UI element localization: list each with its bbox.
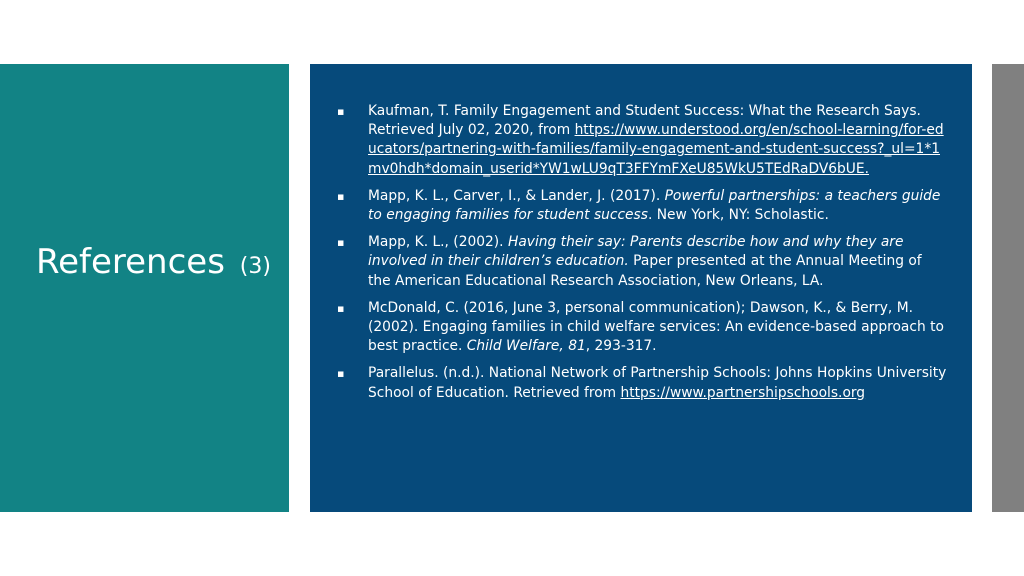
reference-italic: Having their say: Parents describe how and why they are involved in their children’s education. xyxy=(368,234,904,270)
title-number: (3) xyxy=(239,254,271,279)
reference-link[interactable]: https://www.partnershipschools.org xyxy=(620,384,866,401)
reference-text: Parallelus. (n.d.). National Network of Partnership Schools: Johns Hopkins University School of Education. Retrieved from xyxy=(368,365,947,401)
references-list xyxy=(337,102,947,411)
reference-item xyxy=(337,187,947,225)
bullet-icon: ▪ xyxy=(337,105,345,118)
bullet-icon: ▪ xyxy=(337,301,345,315)
reference-text: Mapp, K. L., Carver, I., & Lander, J. (2017). xyxy=(368,187,665,204)
right-accent-bar xyxy=(992,64,1024,512)
reference-text: Kaufman, T. Family Engagement and Student Success: What the Research Says. Retrieved July 02, 2020, from xyxy=(368,103,921,139)
reference-item xyxy=(337,364,947,402)
reference-italic: Powerful partnerships: a teachers guide to engaging families for student success xyxy=(368,187,941,224)
reference-text: Mapp, K. L., (2002). xyxy=(368,234,508,251)
reference-italic: Child Welfare, 81 xyxy=(466,338,586,355)
reference-text: . New York, NY: Scholastic. xyxy=(647,207,829,224)
reference-item xyxy=(337,102,947,179)
reference-text: McDonald, C. (2016, June 3, personal communication); Dawson, K., & Berry, M. (2002). Engaging families in child welfare services: An evidence-based approach to best practice. xyxy=(368,299,944,355)
reference-text: Paper presented at the Annual Meeting of the American Educational Research Association, New Orleans, LA. xyxy=(368,253,922,289)
bullet-icon: ▪ xyxy=(337,367,345,381)
title-panel xyxy=(0,64,289,512)
bullet-icon: ▪ xyxy=(337,236,345,250)
title-text: References xyxy=(36,242,225,282)
bullet-icon: ▪ xyxy=(337,189,345,203)
reference-text: , 293-317. xyxy=(585,338,657,355)
reference-item xyxy=(337,299,947,357)
reference-link[interactable]: https://www.understood.org/en/school-learning/for-educators/partnering-with-families/family-engagement-and-student-success?_ul=1*1mv0hdh*domain_userid*YW1wLU9qT3FFYmFXeU85WkU5TEdRaDV6bUE. xyxy=(368,122,944,177)
reference-item xyxy=(337,233,947,291)
page-title xyxy=(36,242,271,287)
